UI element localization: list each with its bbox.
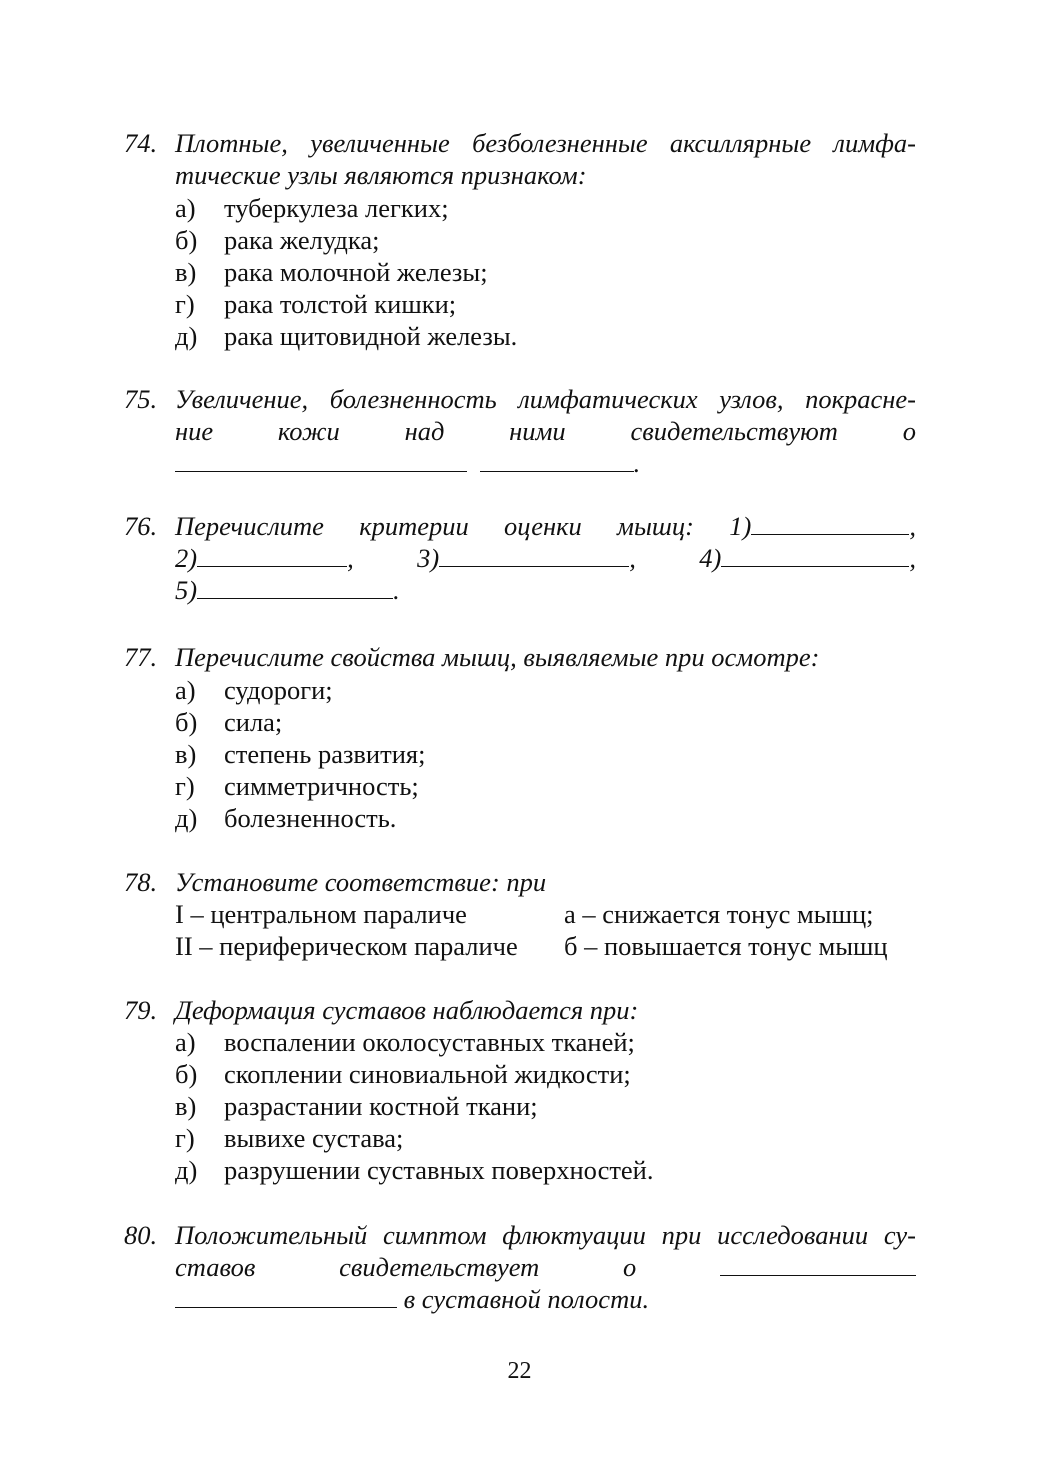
option-text: рака желудка;: [224, 225, 380, 255]
option-text: симметричность;: [224, 771, 419, 801]
answer-blank[interactable]: [439, 542, 629, 567]
option-letter: г): [175, 289, 195, 319]
option-letter: в): [175, 257, 197, 287]
option-letter: д): [175, 803, 198, 833]
answer-option: [124, 1122, 916, 1154]
answer-option: [124, 1090, 916, 1122]
word: свидетельствует: [339, 1252, 540, 1282]
match-right: б – повышается тонус мышц: [564, 931, 888, 961]
option-text: вывихе сустава;: [224, 1123, 404, 1153]
answer-option: [124, 192, 916, 224]
question-number: 80.: [124, 1220, 158, 1250]
match-right: а – снижается тонус мышц;: [564, 899, 874, 929]
punctuation: ,: [909, 511, 916, 541]
answer-blank[interactable]: [175, 447, 467, 472]
match-left: II – периферическом параличе: [175, 931, 518, 961]
answer-blank[interactable]: [721, 542, 909, 567]
question-text: [175, 415, 916, 447]
word: ставов: [175, 1252, 256, 1282]
answer-blank[interactable]: [197, 542, 347, 567]
option-letter: д): [175, 321, 198, 351]
option-text: степень развития;: [224, 739, 426, 769]
answer-option: [124, 256, 916, 288]
option-text: рака молочной железы;: [224, 257, 488, 287]
question-text: в суставной полости.: [403, 1284, 650, 1314]
option-text: рака щитовидной железы.: [224, 321, 518, 351]
item-label: 5): [175, 575, 198, 605]
question-text: Установите соответствие: при: [175, 867, 547, 897]
answer-blank[interactable]: [751, 510, 909, 535]
option-text: разрушении суставных поверхностей.: [224, 1155, 654, 1185]
option-letter: б): [175, 707, 198, 737]
word: над: [404, 416, 445, 446]
item-label: 3): [417, 543, 440, 573]
answer-blank[interactable]: [720, 1251, 916, 1276]
page-number: 22: [507, 1358, 532, 1384]
punctuation: ,: [909, 543, 916, 573]
option-letter: а): [175, 1027, 196, 1057]
match-row: [124, 930, 916, 962]
answer-option: [124, 674, 916, 706]
item-label: 2): [175, 543, 198, 573]
option-letter: а): [175, 193, 196, 223]
question-number: 74.: [124, 128, 158, 158]
option-text: скоплении синовиальной жидкости;: [224, 1059, 631, 1089]
punctuation: .: [393, 575, 400, 605]
option-text: разрастании костной ткани;: [224, 1091, 538, 1121]
punctuation: .: [633, 448, 641, 478]
word: мышц:: [617, 511, 694, 541]
word: о: [623, 1252, 637, 1282]
question-number: 79.: [124, 995, 158, 1025]
question-text: [175, 1251, 916, 1283]
word: Перечислите: [175, 511, 324, 541]
answer-option: [124, 770, 916, 802]
option-text: болезненность.: [224, 803, 397, 833]
option-text: рака толстой кишки;: [224, 289, 457, 319]
answer-option: [124, 1154, 916, 1186]
question-text: Деформация суставов наблюдается при:: [175, 995, 639, 1025]
answer-option: [124, 320, 916, 352]
answer-blank[interactable]: [480, 447, 634, 472]
option-letter: б): [175, 225, 198, 255]
option-letter: в): [175, 1091, 197, 1121]
answer-option: [124, 224, 916, 256]
question-text: [175, 510, 916, 542]
answer-option: [124, 738, 916, 770]
word: ними: [509, 416, 566, 446]
question-text: тические узлы являются признаком:: [175, 160, 587, 190]
question-number: 78.: [124, 867, 158, 897]
option-text: воспалении околосуставных тканей;: [224, 1027, 635, 1057]
option-text: сила;: [224, 707, 283, 737]
option-letter: в): [175, 739, 197, 769]
word: свидетельствуют: [630, 416, 838, 446]
answer-option: [124, 706, 916, 738]
word: ние: [175, 416, 214, 446]
question-text: Плотные, увеличенные безболезненные аксиллярные лимфа-: [175, 128, 916, 158]
question-number: 77.: [124, 642, 158, 672]
option-letter: д): [175, 1155, 198, 1185]
answer-blank[interactable]: [197, 574, 393, 599]
answer-blank[interactable]: [175, 1283, 397, 1308]
option-letter: г): [175, 771, 195, 801]
word: кожи: [277, 416, 340, 446]
answer-option: [124, 288, 916, 320]
option-text: туберкулеза легких;: [224, 193, 449, 223]
punctuation: ,: [629, 543, 636, 573]
answer-option: [124, 1026, 916, 1058]
question-text: [175, 542, 916, 574]
word: критерии: [359, 511, 469, 541]
option-text: судороги;: [224, 675, 333, 705]
question-text: Положительный симптом флюктуации при исследовании су-: [175, 1220, 916, 1250]
answer-option: [124, 802, 916, 834]
punctuation: ,: [347, 543, 354, 573]
item-label: 1): [729, 511, 752, 541]
question-text: Перечислите свойства мышц, выявляемые при осмотре:: [175, 642, 820, 672]
word: о: [902, 416, 916, 446]
answer-option: [124, 1058, 916, 1090]
option-letter: а): [175, 675, 196, 705]
match-left: I – центральном параличе: [175, 899, 467, 929]
word: оценки: [504, 511, 582, 541]
option-letter: г): [175, 1123, 195, 1153]
option-letter: б): [175, 1059, 198, 1089]
item-label: 4): [699, 543, 722, 573]
question-text: Увеличение, болезненность лимфатических узлов, покрасне-: [175, 384, 916, 414]
question-number: 75.: [124, 384, 158, 414]
match-row: [124, 898, 916, 930]
question-number: 76.: [124, 511, 158, 541]
